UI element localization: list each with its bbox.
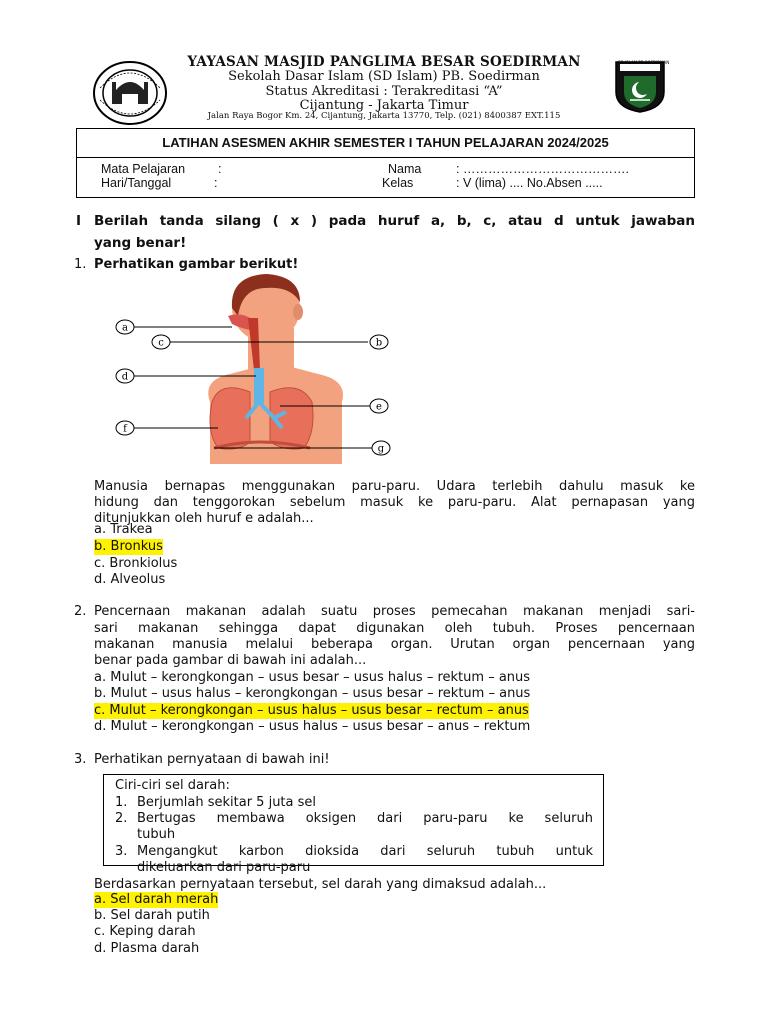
q1-text-line2: hidung dan tenggorokan sebelum masuk ke paru-paru. Alat pernapasan yang: [94, 495, 695, 510]
date-value[interactable]: :: [214, 176, 218, 190]
school-logo-text: SD ISLAM PB SOEDIRMAN: [618, 60, 670, 65]
statement-2-number: 2.: [115, 811, 128, 826]
q3-option-d[interactable]: d. Plasma darah: [94, 941, 200, 956]
foundation-name: YAYASAN MASJID PANGLIMA BESAR SOEDIRMAN: [187, 54, 581, 70]
section-instruction-line2: yang benar!: [94, 235, 187, 251]
statement-2-text-cont: tubuh: [137, 827, 176, 842]
q1-prompt: Perhatikan gambar berikut!: [94, 257, 299, 272]
left-lung-shape: [210, 388, 250, 449]
q2-option-c-selected[interactable]: c. Mulut – kerongkongan – usus halus – usus besar – rectum – anus: [94, 703, 529, 718]
label-a: a: [122, 322, 128, 334]
q2-text-line3: makanan manusia melalui beberapa organ. Urutan organ pencernaan yang: [94, 637, 695, 652]
q2-option-d[interactable]: d. Mulut – kerongkongan – usus halus – usus besar – anus – rektum: [94, 719, 531, 734]
subject-value[interactable]: :: [218, 162, 222, 176]
section-instruction-line1: Berilah tanda silang ( x ) pada huruf a, b, c, atau d untuk jawaban: [94, 213, 695, 229]
subject-label: Mata Pelajaran: [101, 162, 186, 176]
q2-option-a[interactable]: a. Mulut – kerongkongan – usus besar – usus halus – rektum – anus: [94, 670, 531, 685]
q1-option-a[interactable]: a. Trakea: [94, 522, 153, 537]
q2-text-line2: sari makanan sehingga dapat digunakan oleh tubuh. Proses pencernaan: [94, 621, 695, 636]
q2-text-line1: Pencernaan makanan adalah suatu proses pemecahan makanan menjadi sari-: [94, 604, 695, 619]
q3-number: 3.: [74, 752, 87, 767]
label-b: b: [375, 337, 383, 349]
q3-question: Berdasarkan pernyataan tersebut, sel darah yang dimaksud adalah...: [94, 877, 547, 892]
q1-option-b-selected[interactable]: b. Bronkus: [94, 539, 163, 554]
q1-option-c[interactable]: c. Bronkiolus: [94, 556, 178, 571]
q3-option-a-selected[interactable]: a. Sel darah merah: [94, 892, 219, 907]
q3-option-b[interactable]: b. Sel darah putih: [94, 908, 210, 923]
q1-text-line1: Manusia bernapas menggunakan paru-paru. Udara terlebih dahulu masuk ke: [94, 479, 695, 494]
q1-option-d[interactable]: d. Alveolus: [94, 572, 166, 587]
q3-prompt: Perhatikan pernyataan di bawah ini!: [94, 752, 330, 767]
label-f: f: [123, 423, 127, 435]
section-number: I: [76, 213, 82, 229]
q1-text-line3: ditunjukkan oleh huruf e adalah...: [94, 511, 314, 526]
trachea-shape: [254, 368, 264, 404]
class-label: Kelas: [382, 176, 414, 190]
label-c: c: [158, 337, 164, 349]
label-g: g: [377, 443, 385, 455]
statement-2-text: Bertugas membawa oksigen dari paru-paru ke seluruh: [137, 811, 593, 826]
statement-3-text: Mengangkut karbon dioksida dari seluruh tubuh untuk: [137, 844, 593, 859]
q2-text-line4: benar pada gambar di bawah ini adalah...: [94, 653, 367, 668]
statement-1-text: Berjumlah sekitar 5 juta sel: [137, 795, 317, 810]
school-address: Jalan Raya Bogor Km. 24, Cijantung, Jakarta 13770, Telp. (021) 8400387 EXT.115: [207, 111, 561, 121]
name-value[interactable]: : ………………………………….: [456, 162, 629, 176]
exam-title: LATIHAN ASESMEN AKHIR SEMESTER I TAHUN PELAJARAN 2024/2025: [77, 129, 694, 158]
accreditation-status: Status Akreditasi : Terakreditasi “A”: [265, 84, 503, 99]
label-e: e: [376, 401, 382, 413]
date-label: Hari/Tanggal: [101, 176, 172, 190]
statement-3-number: 3.: [115, 844, 128, 859]
q2-number: 2.: [74, 604, 87, 619]
respiratory-system-diagram: [110, 272, 400, 464]
statement-1-number: 1.: [115, 795, 128, 810]
q1-number: 1.: [74, 257, 87, 272]
class-value[interactable]: : V (lima) .... No.Absen .....: [456, 176, 603, 190]
school-name: Sekolah Dasar Islam (SD Islam) PB. Soedirman: [228, 69, 540, 84]
statement-3-text-cont: dikeluarkan dari paru-paru: [137, 860, 311, 875]
blood-cell-statement-box: [103, 774, 604, 875]
q3-option-c[interactable]: c. Keping darah: [94, 924, 196, 939]
q2-option-b[interactable]: b. Mulut – usus halus – kerongkongan – usus besar – rektum – anus: [94, 686, 531, 701]
school-location: Cijantung - Jakarta Timur: [299, 98, 469, 113]
name-label: Nama: [388, 162, 422, 176]
statement-title: Ciri-ciri sel darah:: [115, 778, 230, 793]
label-d: d: [121, 371, 129, 383]
